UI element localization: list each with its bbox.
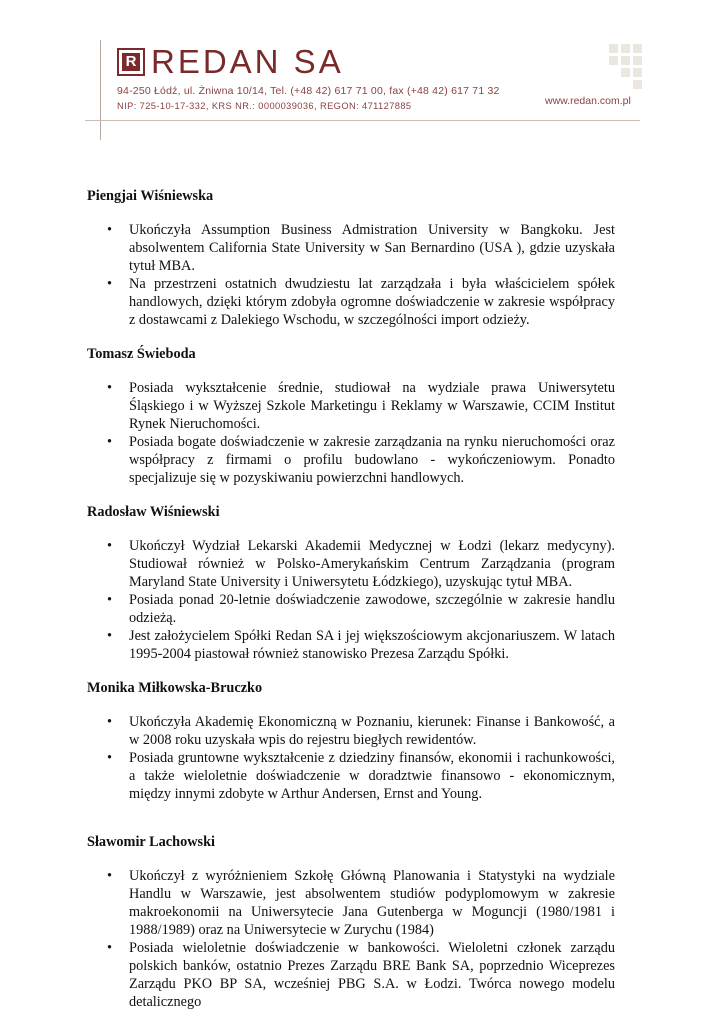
person-section xyxy=(87,345,615,487)
header-horizontal-rule xyxy=(85,120,640,121)
person-name: Piengjai Wiśniewska xyxy=(87,188,214,204)
bullet-list xyxy=(87,713,615,803)
brand-name: REDAN SA xyxy=(151,43,344,80)
person-section xyxy=(87,679,615,803)
decorative-squares-icon xyxy=(597,44,642,89)
person-section xyxy=(87,187,615,329)
bullet-item: • Ukończyła Akademię Ekonomiczną w Poznaniu, kierunek: Finanse i Bankowość, a w 2008 roku uzyskała wpis do rejestru biegłych rewidentów. xyxy=(87,713,615,749)
bullet-item: • Posiada gruntowne wykształcenie z dziedziny finansów, ekonomii i rachunkowości, a także wieloletnie doświadczenie w doradztwie finansowo - ekonomicznym, między innymi zdobyte w Arthur Andersen, Ernst and Young. xyxy=(87,749,615,803)
bullet-list xyxy=(87,867,615,1011)
bullet-item: • Posiada bogate doświadczenie w zakresie zarządzania na rynku nieruchomości oraz współpracy z firmami o profilu budowlano - wykończeniowym. Ponadto specjalizuje się w pozyskiwaniu powierzchni handlowych. xyxy=(87,433,615,487)
person-name: Sławomir Lachowski xyxy=(87,834,216,850)
person-section xyxy=(87,503,615,663)
bullet-item: • Posiada wykształcenie średnie, studiował na wydziale prawa Uniwersytetu Śląskiego i w Wyższej Szkole Marketingu i Reklamy w Warszawie, CCIM Institut Rynek Nieruchomości. xyxy=(87,379,615,433)
company-address: 94-250 Łódź, ul. Żniwna 10/14, Tel. (+48 42) 617 71 00, fax (+48 42) 617 71 32 xyxy=(117,85,500,97)
person-name: Radosław Wiśniewski xyxy=(87,504,220,520)
header-vertical-rule xyxy=(100,40,101,140)
bullet-item: • Jest założycielem Spółki Redan SA i jej większościowym akcjonariuszem. W latach 1995-2004 piastował również stanowisko Prezesa Zarządu Spółki. xyxy=(87,627,615,663)
company-registration: NIP: 725-10-17-332, KRS NR.: 0000039036, REGON: 471127885 xyxy=(117,101,412,111)
board-members-list xyxy=(87,187,615,1027)
bullet-list xyxy=(87,221,615,329)
company-logo xyxy=(117,45,344,79)
bullet-item: • Posiada ponad 20-letnie doświadczenie zawodowe, szczególnie w zakresie handlu odzieżą. xyxy=(87,591,615,627)
person-name: Tomasz Świeboda xyxy=(87,346,196,362)
company-website: www.redan.com.pl xyxy=(545,95,631,107)
bullet-item: • Ukończyła Assumption Business Admistration University w Bangkoku. Jest absolwentem California State University w San Bernardino (USA ), gdzie uzyskała tytuł MBA. xyxy=(87,221,615,275)
person-name: Monika Miłkowska-Bruczko xyxy=(87,680,263,696)
bullet-list xyxy=(87,379,615,487)
bullet-list xyxy=(87,537,615,663)
bullet-item: • Posiada wieloletnie doświadczenie w bankowości. Wieloletni członek zarządu polskich banków, ostatnio Prezes Zarządu BRE Bank SA, poprzednio Wiceprezes Zarządu PKO BP SA, wcześniej PBG S.A. w Łodzi. Twórca nowego modelu detalicznego xyxy=(87,939,615,1011)
bullet-item: • Ukończył z wyróżnieniem Szkołę Główną Planowania i Statystyki na wydziale Handlu w Warszawie, jest absolwentem studiów podyplomowym w zakresie makroekonomii na Uniwersytecie Jana Gutenberga w Moguncji (1980/1981 i 1988/1989) oraz na Uniwersytecie w Zurychu (1984) xyxy=(87,867,615,939)
person-section xyxy=(87,833,615,1011)
logo-mark-icon: R xyxy=(117,48,145,76)
bullet-item: • Ukończył Wydział Lekarski Akademii Medycznej w Łodzi (lekarz medycyny). Studiował również w Polsko-Amerykańskim Centrum Zarządzania (program Maryland State University i Uniwersytetu Łódzkiego), uzyskując tytuł MBA. xyxy=(87,537,615,591)
bullet-item: • Na przestrzeni ostatnich dwudziestu lat zarządzała i była właścicielem spółek handlowych, dzięki którym zdobyła ogromne doświadczenie w zakresie współpracy z dostawcami z Dalekiego Wschodu, w szczególności import odzieży. xyxy=(87,275,615,329)
